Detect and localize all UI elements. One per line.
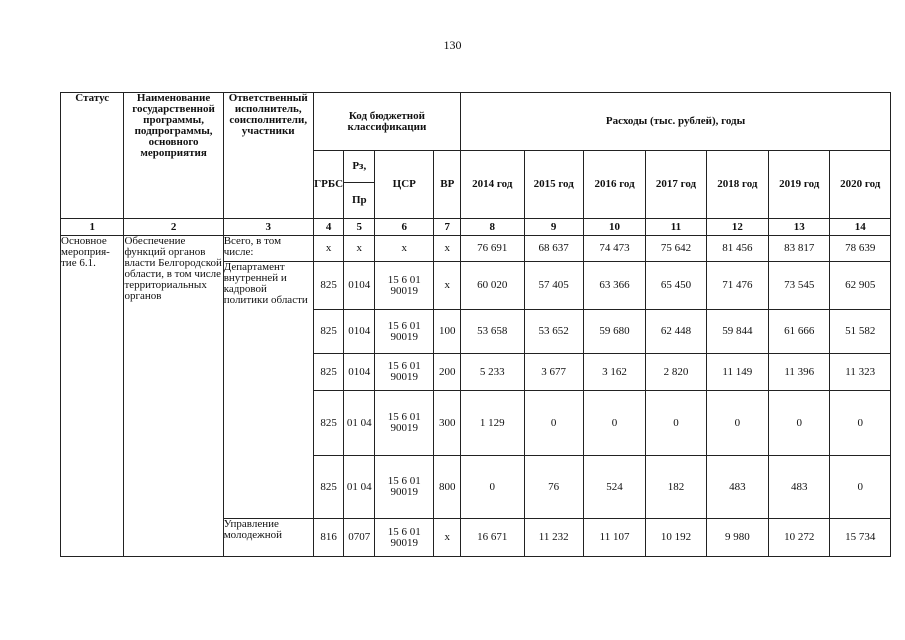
value-cell: 182	[646, 456, 706, 519]
column-number: 6	[375, 219, 434, 236]
value-cell: 15 734	[830, 519, 891, 557]
value-cell: 83 817	[769, 236, 830, 262]
value-cell: 483	[706, 456, 768, 519]
header-grbs: ГРБС	[313, 151, 344, 219]
csr-cell: 15 6 01 90019	[375, 262, 434, 310]
value-cell: 9 980	[706, 519, 768, 557]
value-cell: 59 844	[706, 310, 768, 354]
header-year-2020: 2020 год	[830, 151, 891, 219]
header-year-2016: 2016 год	[583, 151, 645, 219]
responsible-cell: Управление молодежной	[223, 519, 313, 557]
column-number: 1	[61, 219, 124, 236]
header-year-2019: 2019 год	[769, 151, 830, 219]
csr-cell: 15 6 01 90019	[375, 310, 434, 354]
vr-cell: 100	[434, 310, 461, 354]
value-cell: 53 652	[524, 310, 583, 354]
value-cell: 0	[769, 391, 830, 456]
column-number: 13	[769, 219, 830, 236]
value-cell: 71 476	[706, 262, 768, 310]
value-cell: 78 639	[830, 236, 891, 262]
value-cell: 61 666	[769, 310, 830, 354]
value-cell: 65 450	[646, 262, 706, 310]
value-cell: 81 456	[706, 236, 768, 262]
value-cell: 524	[583, 456, 645, 519]
vr-cell: х	[434, 262, 461, 310]
value-cell: 60 020	[461, 262, 524, 310]
value-cell: 74 473	[583, 236, 645, 262]
value-cell: 0	[830, 456, 891, 519]
rzpr-cell: 0707	[344, 519, 375, 557]
vr-cell: 800	[434, 456, 461, 519]
column-number: 10	[583, 219, 645, 236]
value-cell: 57 405	[524, 262, 583, 310]
status-cell: Основное мероприя-тие 6.1.	[61, 236, 124, 557]
value-cell: 0	[461, 456, 524, 519]
vr-cell: х	[434, 236, 461, 262]
value-cell: 62 448	[646, 310, 706, 354]
header-rz: Рз,	[344, 151, 375, 183]
rzpr-cell: 01 04	[344, 391, 375, 456]
grbs-cell: 825	[313, 310, 344, 354]
header-pr: Пр	[344, 183, 375, 219]
grbs-cell: 825	[313, 262, 344, 310]
value-cell: 0	[583, 391, 645, 456]
budget-table	[60, 92, 891, 557]
header-responsible: Ответственный исполнитель, соисполнители, участники	[223, 93, 313, 219]
vr-cell: х	[434, 519, 461, 557]
value-cell: 11 323	[830, 354, 891, 391]
csr-cell: 15 6 01 90019	[375, 519, 434, 557]
column-number: 8	[461, 219, 524, 236]
header-budget-code: Код бюджетной классификации	[313, 93, 460, 151]
rzpr-cell: 01 04	[344, 456, 375, 519]
grbs-cell: 825	[313, 391, 344, 456]
rzpr-cell: х	[344, 236, 375, 262]
header-year-2017: 2017 год	[646, 151, 706, 219]
value-cell: 63 366	[583, 262, 645, 310]
column-number: 12	[706, 219, 768, 236]
csr-cell: 15 6 01 90019	[375, 354, 434, 391]
value-cell: 0	[646, 391, 706, 456]
grbs-cell: 825	[313, 354, 344, 391]
column-number: 4	[313, 219, 344, 236]
header-expenses: Расходы (тыс. рублей), годы	[461, 93, 891, 151]
column-number: 7	[434, 219, 461, 236]
value-cell: 53 658	[461, 310, 524, 354]
header-year-2018: 2018 год	[706, 151, 768, 219]
header-name: Наименование государственной программы, подпрограммы, основного мероприятия	[124, 93, 223, 219]
value-cell: 51 582	[830, 310, 891, 354]
csr-cell: х	[375, 236, 434, 262]
value-cell: 11 149	[706, 354, 768, 391]
header-status: Статус	[61, 93, 124, 219]
rzpr-cell: 0104	[344, 310, 375, 354]
value-cell: 1 129	[461, 391, 524, 456]
grbs-cell: 825	[313, 456, 344, 519]
value-cell: 3 162	[583, 354, 645, 391]
header-csr: ЦСР	[375, 151, 434, 219]
value-cell: 73 545	[769, 262, 830, 310]
value-cell: 0	[830, 391, 891, 456]
vr-cell: 300	[434, 391, 461, 456]
rzpr-cell: 0104	[344, 262, 375, 310]
value-cell: 483	[769, 456, 830, 519]
column-number: 14	[830, 219, 891, 236]
value-cell: 11 232	[524, 519, 583, 557]
page-number: 130	[443, 38, 462, 52]
rzpr-cell: 0104	[344, 354, 375, 391]
name-cell: Обеспечение функций органов власти Белгородской области, в том числе территориальных органов	[124, 236, 223, 557]
value-cell: 59 680	[583, 310, 645, 354]
csr-cell: 15 6 01 90019	[375, 391, 434, 456]
responsible-cell: Всего, в том числе:	[223, 236, 313, 262]
csr-cell: 15 6 01 90019	[375, 456, 434, 519]
grbs-cell: х	[313, 236, 344, 262]
vr-cell: 200	[434, 354, 461, 391]
value-cell: 68 637	[524, 236, 583, 262]
value-cell: 11 396	[769, 354, 830, 391]
value-cell: 76	[524, 456, 583, 519]
value-cell: 76 691	[461, 236, 524, 262]
value-cell: 16 671	[461, 519, 524, 557]
header-vr: ВР	[434, 151, 461, 219]
column-number: 9	[524, 219, 583, 236]
value-cell: 10 192	[646, 519, 706, 557]
table-row	[61, 236, 891, 262]
header-year-2015: 2015 год	[524, 151, 583, 219]
value-cell: 3 677	[524, 354, 583, 391]
value-cell: 62 905	[830, 262, 891, 310]
column-number: 11	[646, 219, 706, 236]
grbs-cell: 816	[313, 519, 344, 557]
value-cell: 2 820	[646, 354, 706, 391]
value-cell: 0	[706, 391, 768, 456]
value-cell: 5 233	[461, 354, 524, 391]
value-cell: 75 642	[646, 236, 706, 262]
value-cell: 10 272	[769, 519, 830, 557]
column-number: 2	[124, 219, 223, 236]
value-cell: 0	[524, 391, 583, 456]
column-number: 3	[223, 219, 313, 236]
header-year-2014: 2014 год	[461, 151, 524, 219]
department-cell: Департамент внутренней и кадровой политики области	[223, 262, 313, 519]
value-cell: 11 107	[583, 519, 645, 557]
column-number: 5	[344, 219, 375, 236]
